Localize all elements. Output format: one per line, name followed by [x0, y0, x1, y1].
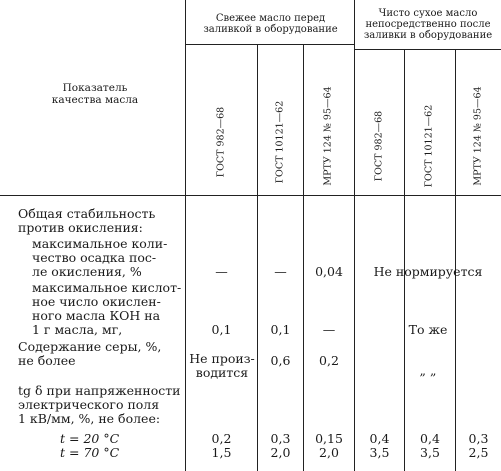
acid-label-3: ного масла КОН на — [32, 308, 161, 323]
fresh-group-header: Свежее масло перед заливкой в оборудование — [203, 13, 338, 35]
col-divider-4 — [404, 49, 405, 471]
sediment-label-3: ле окисления, % — [32, 264, 142, 279]
sediment-pure-value: Не нормируется — [373, 264, 483, 279]
tg20-mrtu-fresh: 0,15 — [315, 431, 343, 446]
acid-label-4: 1 г масла, мг, — [32, 322, 123, 337]
acid-pure-value: То же — [408, 322, 448, 337]
col-divider-5 — [455, 49, 456, 471]
temp-70-label: t = 70 °C — [60, 445, 120, 460]
tg70-mrtu-fresh: 2,0 — [319, 445, 339, 460]
stability-title-2: против окисления: — [18, 220, 143, 235]
tg-label-3: 1 кВ/мм, %, не более: — [18, 411, 161, 426]
acid-gost10121: 0,1 — [270, 322, 291, 337]
stability-title-1: Общая стабильность — [18, 206, 156, 221]
acid-gost982: 0,1 — [211, 322, 232, 337]
sediment-mrtu: 0,04 — [315, 264, 343, 279]
col-divider-2 — [303, 44, 304, 471]
table-left-border — [185, 0, 186, 471]
sulfur-label-1: Содержание серы, %, — [18, 339, 162, 354]
acid-label-2: ное число окислен- — [32, 294, 161, 309]
tg70-mrtu-pure: 2,5 — [468, 445, 489, 460]
pure-group-underline — [354, 49, 501, 50]
tg20-gost10121-fresh: 0,3 — [270, 431, 291, 446]
tg-label-1: tg δ при напряженности — [18, 383, 181, 398]
std-gost-982-pure: ГОСТ 982—68 — [373, 110, 385, 182]
sulfur-label-2: не более — [18, 353, 76, 368]
sulfur-mrtu: 0,2 — [319, 353, 339, 368]
tg70-gost10121-pure: 3,5 — [420, 445, 440, 460]
tg20-gost982-pure: 0,4 — [369, 431, 390, 446]
indicator-header: Показатель качества масла — [51, 82, 139, 106]
group-divider — [354, 0, 355, 471]
tg70-gost982-pure: 3,5 — [369, 445, 390, 460]
tg20-gost10121-pure: 0,4 — [420, 431, 440, 446]
sediment-gost10121: — — [274, 264, 287, 279]
sulfur-gost10121: 0,6 — [270, 353, 291, 368]
tg70-gost10121-fresh: 2,0 — [270, 445, 291, 460]
sediment-label-2: чество осадка пос- — [32, 250, 157, 265]
tg-label-2: электрического поля — [18, 397, 160, 412]
pure-group-header: Чисто сухое масло непосредственно после заливки в оборудование — [363, 8, 493, 41]
std-gost-982-fresh: ГОСТ 982—68 — [215, 106, 227, 178]
acid-mrtu: — — [322, 322, 336, 337]
std-mrtu-pure: МРТУ 124 № 95—64 — [472, 86, 484, 186]
temp-20-label: t = 20 °C — [60, 431, 120, 446]
std-gost-10121-fresh: ГОСТ 10121—62 — [274, 100, 286, 184]
col-divider-1 — [257, 44, 258, 471]
header-bottom-border — [0, 195, 501, 196]
sediment-label-1: максимальное коли- — [32, 236, 168, 251]
tg20-mrtu-pure: 0,3 — [468, 431, 489, 446]
std-gost-10121-pure: ГОСТ 10121—62 — [423, 104, 435, 188]
fresh-group-underline — [185, 44, 354, 45]
sulfur-pure-value: „ „ — [419, 363, 437, 378]
sediment-gost982: — — [215, 264, 228, 279]
tg70-gost982-fresh: 1,5 — [211, 445, 232, 460]
sulfur-gost982: Не произ-водится — [189, 351, 255, 380]
std-mrtu-fresh: МРТУ 124 № 95—64 — [322, 86, 334, 186]
acid-label-1: максимальное кислот- — [32, 280, 182, 295]
tg20-gost982-fresh: 0,2 — [211, 431, 232, 446]
